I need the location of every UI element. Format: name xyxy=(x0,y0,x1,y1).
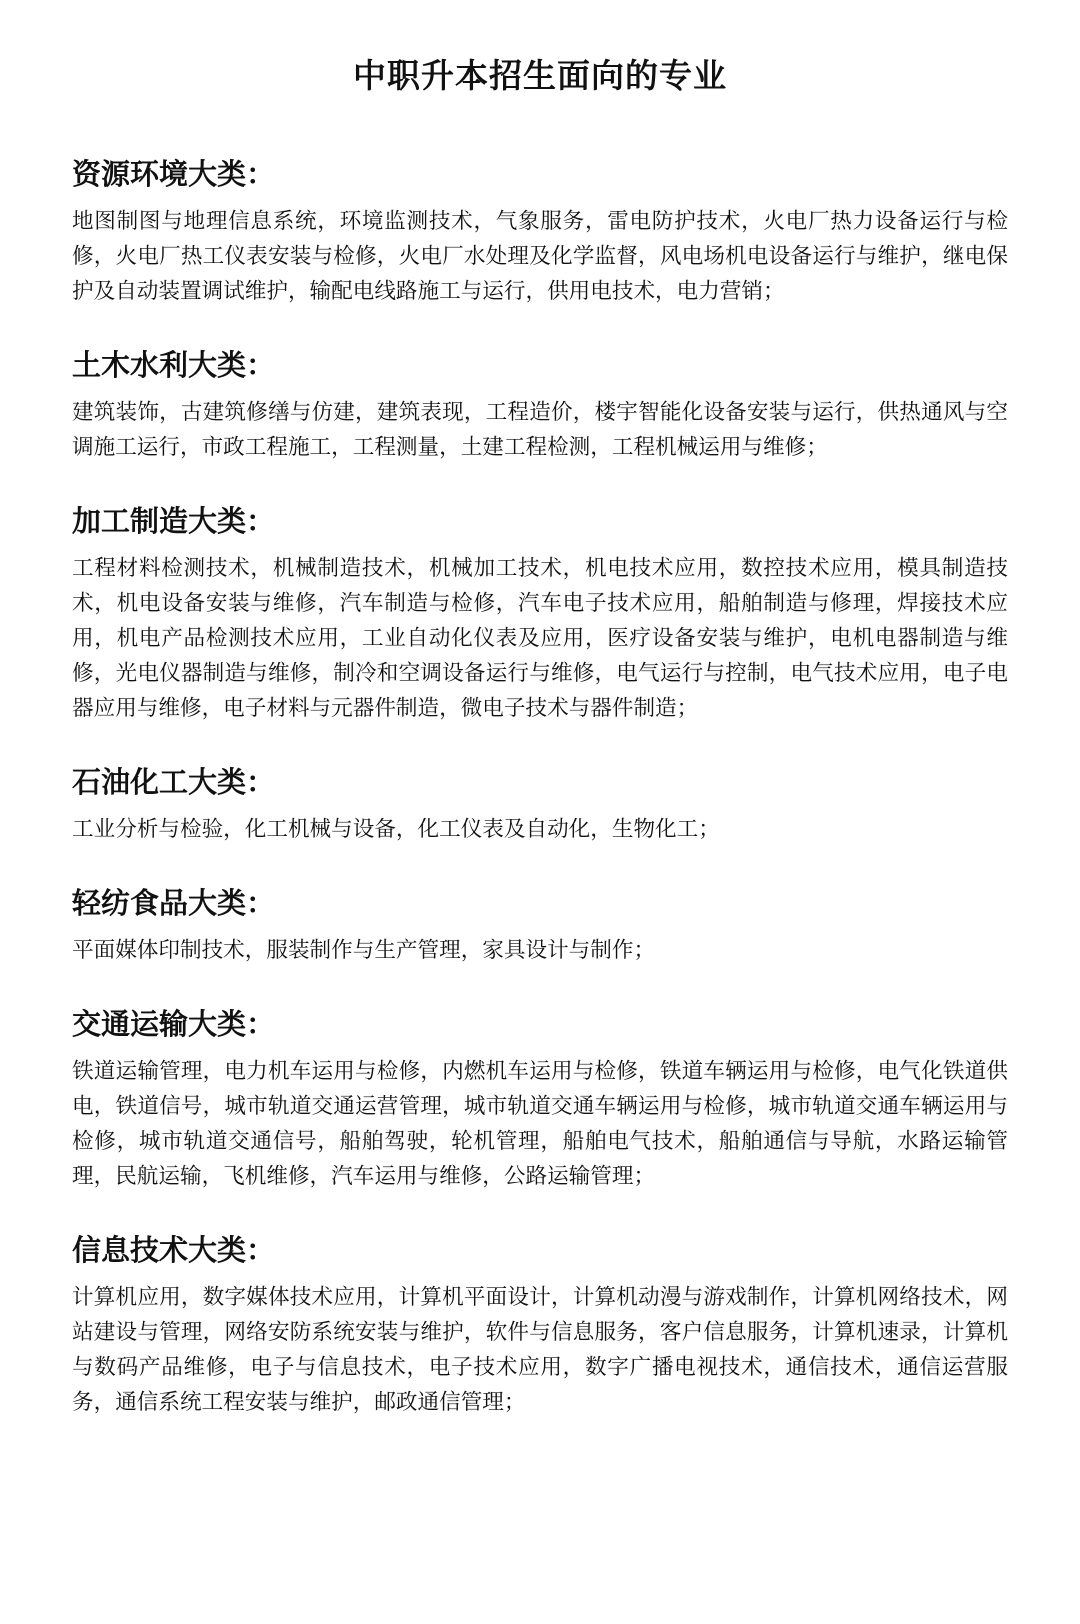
section-body: 工程材料检测技术，机械制造技术，机械加工技术，机电技术应用，数控技术应用，模具制造技术，机电设备安装与维修，汽车制造与检修，汽车电子技术应用，船舶制造与修理，焊接技术应用，机电产品检测技术应用，工业自动化仪表及应用，医疗设备安装与维护，电机电器制造与维修，光电仪器制造与维修，制冷和空调设备运行与维修，电气运行与控制，电气技术应用，电子电器应用与维修，电子材料与元器件制造，微电子技术与器件制造； xyxy=(72,556,1008,721)
section-body: 平面媒体印制技术，服装制作与生产管理，家具设计与制作； xyxy=(72,938,656,963)
section-body: 建筑装饰，古建筑修缮与仿建，建筑表现，工程造价，楼宇智能化设备安装与运行，供热通风与空调施工运行，市政工程施工，工程测量，土建工程检测，工程机械运用与维修； xyxy=(72,400,1008,460)
section-petrochemical xyxy=(72,762,1008,847)
section-body: 计算机应用，数字媒体技术应用，计算机平面设计，计算机动漫与游戏制作，计算机网络技术，网站建设与管理，网络安防系统安装与维护，软件与信息服务，客户信息服务，计算机速录，计算机与数码产品维修，电子与信息技术，电子技术应用，数字广播电视技术，通信技术，通信运营服务，通信系统工程安装与维护，邮政通信管理； xyxy=(72,1285,1008,1415)
section-information-technology xyxy=(72,1230,1008,1420)
section-heading: 土木水利大类： xyxy=(72,348,276,382)
section-heading: 石油化工大类： xyxy=(72,765,276,799)
page-title: 中职升本招生面向的专业 xyxy=(353,56,727,95)
section-manufacturing xyxy=(72,501,1008,726)
section-body: 地图制图与地理信息系统，环境监测技术，气象服务，雷电防护技术，火电厂热力设备运行与检修，火电厂热工仪表安装与检修，火电厂水处理及化学监督，风电场机电设备运行与维护，继电保护及自动装置调试维护，输配电线路施工与运行，供用电技术，电力营销； xyxy=(72,209,1008,304)
section-heading: 轻纺食品大类： xyxy=(72,886,276,920)
section-transportation xyxy=(72,1004,1008,1194)
section-heading: 交通运输大类： xyxy=(72,1007,276,1041)
section-resources-environment xyxy=(72,154,1008,309)
section-light-textile-food xyxy=(72,883,1008,968)
section-heading: 信息技术大类： xyxy=(72,1233,276,1267)
section-heading: 资源环境大类： xyxy=(72,157,276,191)
section-civil-water xyxy=(72,345,1008,465)
section-body: 工业分析与检验，化工机械与设备，化工仪表及自动化，生物化工； xyxy=(72,817,720,842)
section-body: 铁道运输管理，电力机车运用与检修，内燃机车运用与检修，铁道车辆运用与检修，电气化铁道供电，铁道信号，城市轨道交通运营管理，城市轨道交通车辆运用与检修，城市轨道交通车辆运用与检修，城市轨道交通信号，船舶驾驶，轮机管理，船舶电气技术，船舶通信与导航，水路运输管理，民航运输，飞机维修，汽车运用与维修，公路运输管理； xyxy=(72,1059,1008,1189)
section-heading: 加工制造大类： xyxy=(72,504,276,538)
